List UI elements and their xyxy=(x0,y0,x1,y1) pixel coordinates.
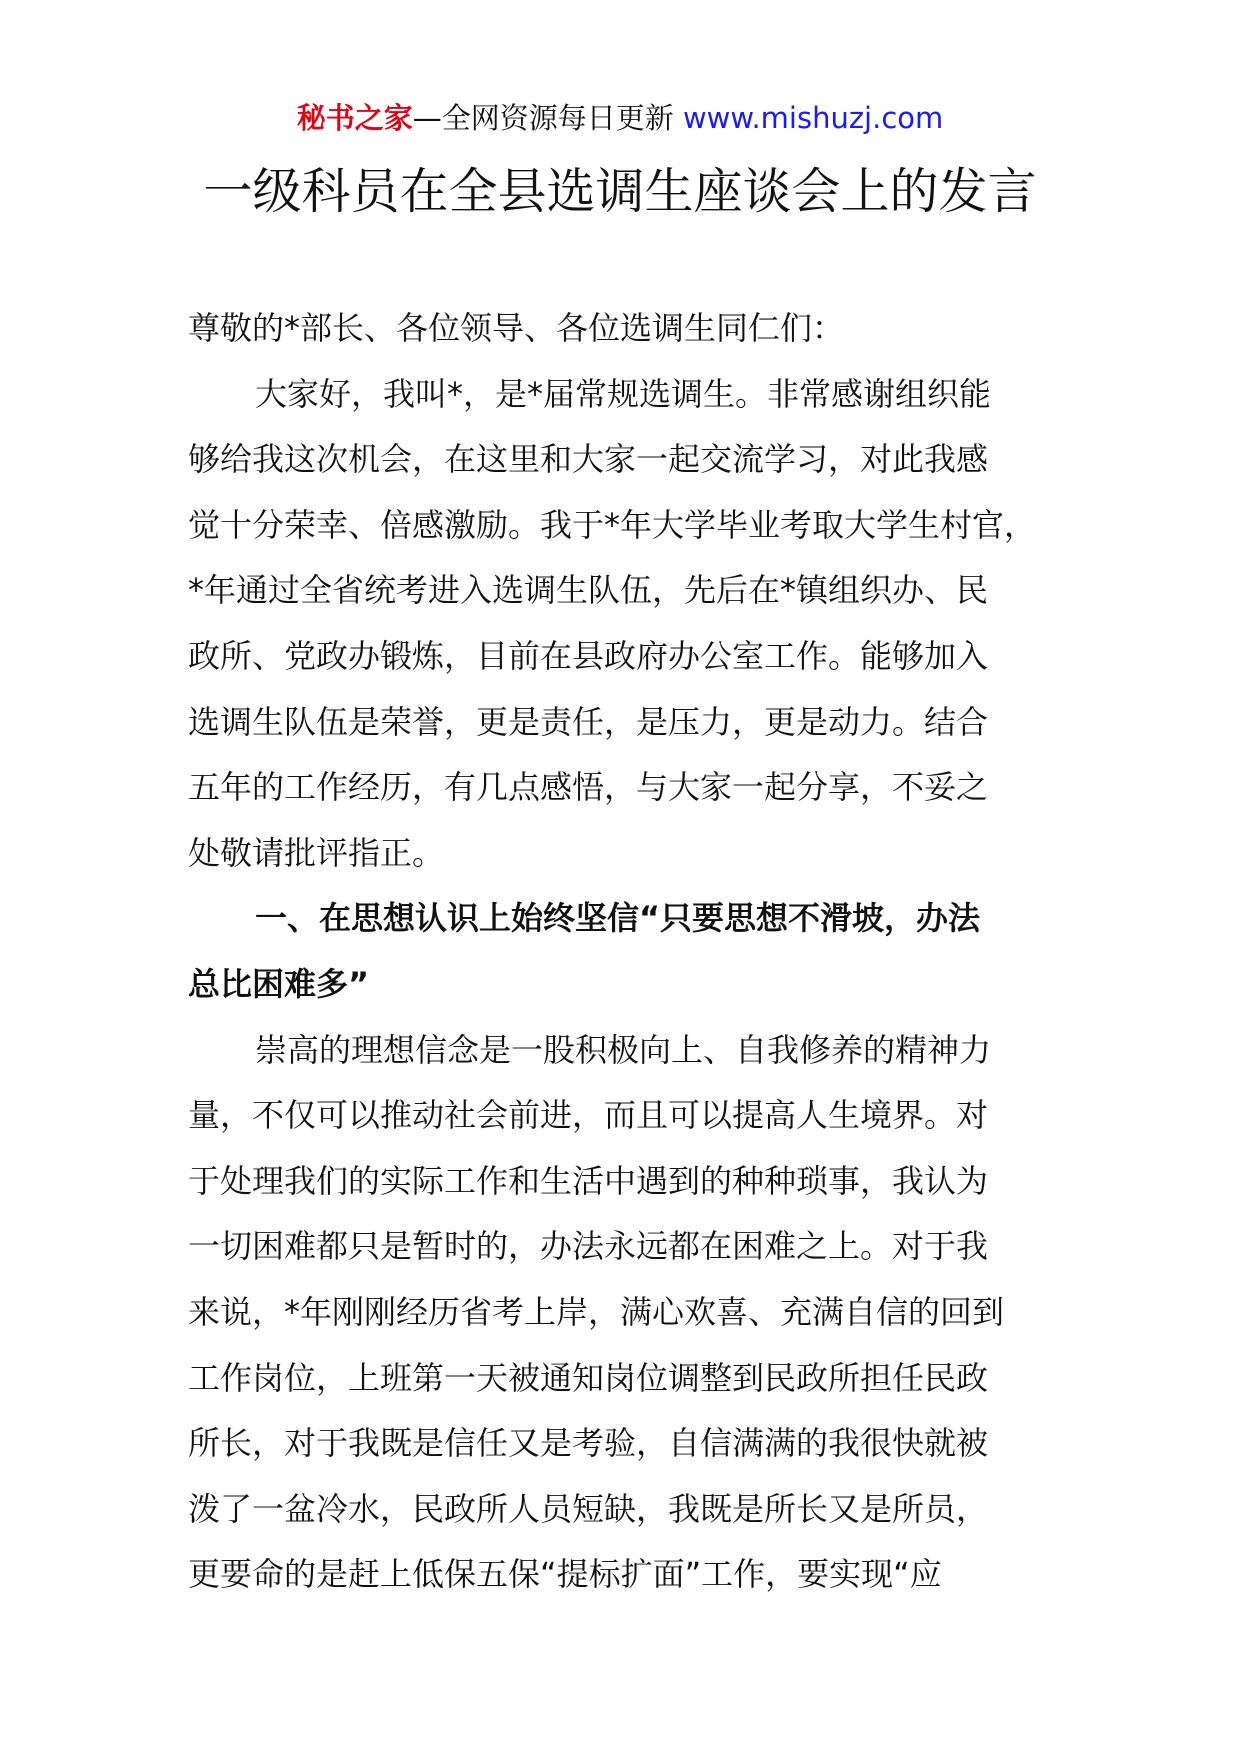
site-slogan: —全网资源每日更新 xyxy=(412,101,674,135)
paragraph-line: 处敬请批评指正。 xyxy=(188,833,445,872)
paragraph-line: 够给我这次机会，在这里和大家一起交流学习，对此我感 xyxy=(188,440,989,479)
paragraph-line: 一切困难都只是暂时的，办法永远都在困难之上。对于我 xyxy=(188,1227,989,1266)
paragraph-line: 大家好，我叫*，是*届常规选调生。非常感谢组织能 xyxy=(255,374,992,413)
paragraph-line: 觉十分荣幸、倍感激励。我于*年大学毕业考取大学生村官， xyxy=(188,505,1037,544)
paragraph-line: 选调生队伍是荣誉，更是责任，是压力，更是动力。结合 xyxy=(188,702,989,741)
document-title: 一级科员在全县选调生座谈会上的发言 xyxy=(203,163,1037,220)
paragraph-line: 崇高的理想信念是一股积极向上、自我修养的精神力 xyxy=(255,1030,992,1069)
site-header xyxy=(0,98,1240,138)
paragraph-line: 五年的工作经历，有几点感悟，与大家一起分享，不妥之 xyxy=(188,768,989,807)
paragraph-line: 工作岗位，上班第一天被通知岗位调整到民政所担任民政 xyxy=(188,1358,989,1397)
paragraph-line: 于处理我们的实际工作和生活中遇到的种种琐事，我认为 xyxy=(188,1161,989,1200)
site-brand: 秘书之家 xyxy=(296,101,413,135)
paragraph-line: 量，不仅可以推动社会前进，而且可以提高人生境界。对 xyxy=(188,1096,989,1135)
site-url-link[interactable]: www.mishuzj.com xyxy=(682,101,944,135)
section-heading-line: 一、在思想认识上始终坚信“只要思想不滑坡，办法 xyxy=(255,899,981,938)
paragraph-line: 政所、党政办锻炼，目前在县政府办公室工作。能够加入 xyxy=(188,636,989,675)
paragraph-line: 来说，*年刚刚经历省考上岸，满心欢喜、充满自信的回到 xyxy=(188,1292,1005,1331)
paragraph-line: 泼了一盆冷水，民政所人员短缺，我既是所长又是所员， xyxy=(188,1489,989,1528)
paragraph-line: 更要命的是赶上低保五保“提标扩面”工作，要实现“应 xyxy=(188,1555,942,1594)
paragraph-line: *年通过全省统考进入选调生队伍，先后在*镇组织办、民 xyxy=(188,571,989,610)
salutation: 尊敬的*部长、各位领导、各位选调生同仁们： xyxy=(188,309,845,347)
paragraph-line: 所长，对于我既是信任又是考验，自信满满的我很快就被 xyxy=(188,1424,989,1463)
section-heading-line: 总比困难多” xyxy=(188,964,370,1003)
document-body xyxy=(188,296,1068,1608)
